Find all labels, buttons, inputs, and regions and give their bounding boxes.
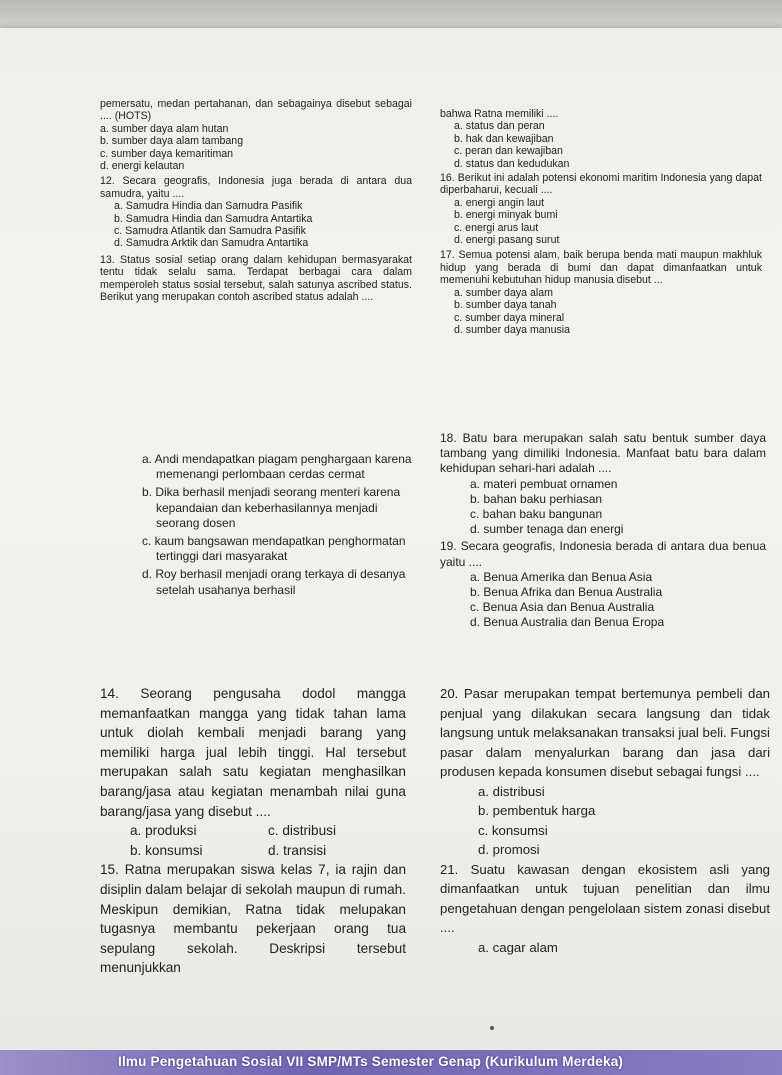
option[interactable]: a. produksi [130,823,197,839]
question-15-tail [440,108,762,170]
option[interactable]: b. sumber daya tanah [454,299,557,312]
question-text: 12. Secara geografis, Indonesia juga berada di antara dua samudra, yaitu .... [100,175,412,200]
option[interactable]: a. sumber daya alam hutan [100,122,229,135]
question-text: 18. Batu bara merupakan salah satu bentuk sumber daya tambang yang dimiliki Indonesia. Manfaat batu bara dalam kehidupan sehari-hari adalah .... [440,431,766,476]
question-text: pemersatu, medan pertahanan, dan sebagainya disebut sebagai .... (HOTS) [100,98,412,123]
option[interactable]: d. transisi [268,842,327,858]
question-17 [440,249,762,336]
question-text: 13. Status sosial setiap orang dalam kehidupan bermasyarakat tentu tidak selalu sama. Terdapat berbagai cara dalam memperoleh status sosial tersebut, salah satunya ascribed status. Berikut yang merupakan contoh ascribed status adalah .... [100,253,412,304]
options-list [470,477,766,538]
right-column-middle [440,431,766,631]
options-list [478,938,770,958]
option[interactable]: a. sumber daya alam [454,286,553,299]
question-text: 17. Semua potensi alam, baik berupa benda mati maupun makhluk hidup yang berada di bumi dan dapat dimanfaatkan untuk memenuhi kebutuhan hidup manusia disebut ... [440,249,762,287]
option[interactable]: d. Samudra Arktik dan Samudra Antartika [114,237,309,250]
options-list [454,120,762,170]
option[interactable]: d. Benua Australia dan Benua Eropa [470,615,665,630]
option[interactable]: d. promosi [478,842,540,857]
question-text: 19. Secara geografis, Indonesia berada di antara dua benua yaitu .... [440,539,766,569]
question-13 [100,254,412,304]
option[interactable]: c. konsumsi [478,822,548,838]
question-text: bahwa Ratna memiliki .... [440,108,559,120]
question-15 [100,860,406,978]
option[interactable]: c. distribusi [268,823,336,839]
question-21 [440,860,770,958]
option[interactable]: a. distribusi [478,783,545,799]
option[interactable]: d. Roy berhasil menjadi orang terkaya di desanya setelah usahanya berhasil [142,567,406,597]
option[interactable]: c. bahan baku bangunan [470,507,603,522]
option[interactable]: c. energi arus laut [454,221,539,234]
left-column-middle [100,452,412,598]
option[interactable]: a. Andi mendapatkan piagam penghargaan karena memenangi perlombaan cerdas cermat [142,452,412,482]
option[interactable]: b. energi minyak bumi [454,209,558,222]
option[interactable]: d. status dan kedudukan [454,157,570,170]
question-14 [100,684,406,860]
option[interactable]: c. sumber daya mineral [454,311,565,324]
options-list [454,197,762,247]
left-column-top [100,98,412,304]
option[interactable]: b. sumber daya alam tambang [100,135,244,148]
left-column-bottom [100,684,406,978]
option[interactable]: c. Benua Asia dan Benua Australia [470,600,655,615]
option[interactable]: a. energi angin laut [454,196,545,209]
question-text: 15. Ratna merupakan siswa kelas 7, ia rajin dan disiplin dalam belajar di sekolah maupun di rumah. Meskipun demikian, Ratna tidak melupakan tugasnya membantu pekerjaan orang tua sepulang sekolah. Deskripsi tersebut menunjukkan [100,862,406,976]
option[interactable]: b. Benua Afrika dan Benua Australia [470,585,663,600]
question-text: 14. Seorang pengusaha dodol mangga memanfaatkan mangga yang tidak tahan lama untuk diolah kembali menjadi barang yang memiliki harga jual lebih tinggi. Hal tersebut merupakan salah satu kegiatan menghasilkan barang/jasa atau kegiatan menambah nilai guna barang/jasa yang disebut .... [100,686,406,819]
option[interactable]: c. kaum bangsawan mendapatkan penghormatan tertinggi dari masyarakat [142,534,406,564]
options-list [454,287,762,337]
option[interactable]: a. Benua Amerika dan Benua Asia [470,569,653,584]
option[interactable]: d. energi pasang surut [454,234,560,247]
options-list [114,200,412,250]
options-list [478,782,770,860]
question-text: 16. Berikut ini adalah potensi ekonomi maritim Indonesia yang dapat diperbaharui, kecuali .... [440,172,762,197]
footer-title: Ilmu Pengetahuan Sosial VII SMP/MTs Semester Genap (Kurikulum Merdeka) [118,1054,624,1069]
option[interactable]: d. sumber tenaga dan energi [470,522,624,537]
option[interactable]: b. bahan baku perhiasan [470,491,603,506]
option[interactable]: b. pembentuk harga [478,803,596,818]
option[interactable]: a. Samudra Hindia dan Samudra Pasifik [114,200,303,213]
question-text: 20. Pasar merupakan tempat bertemunya pembeli dan penjual yang dilakukan secara langsung dan tidak langsung untuk melaksanakan transaksi jual beli. Fungsi pasar dalam menyalurkan barang dan jasa dari produsen kepada konsumen disebut sebagai fungsi .... [440,686,770,779]
question-20 [440,684,770,860]
option[interactable]: c. sumber daya kemaritiman [100,147,234,160]
option[interactable]: a. status dan peran [454,120,545,133]
option[interactable]: b. hak dan kewajiban [454,132,554,145]
question-16 [440,172,762,246]
option[interactable]: c. Samudra Atlantik dan Samudra Pasifik [114,225,306,238]
options-list [100,123,412,173]
option[interactable]: b. Dika berhasil menjadi seorang menteri karena kepandaian dan keberhasilannya menjadi seorang dosen [142,485,401,530]
footer-banner [0,1050,782,1075]
options-list [142,452,412,598]
question-12 [100,175,412,249]
option[interactable]: a. materi pembuat ornamen [470,476,618,491]
option[interactable]: b. konsumsi [130,842,203,858]
option[interactable]: a. cagar alam [478,939,558,955]
options-list [470,570,766,631]
option[interactable]: d. sumber daya manusia [454,323,571,336]
option[interactable]: d. energi kelautan [100,160,185,173]
option[interactable]: c. peran dan kewajiban [454,145,563,158]
options-grid [130,821,406,860]
option[interactable]: b. Samudra Hindia dan Samudra Antartika [114,212,313,225]
question-19 [440,539,766,630]
right-column-top [440,108,762,336]
right-column-bottom [440,684,770,957]
ink-dot [490,1026,494,1030]
question-11-tail [100,98,412,172]
question-text: 21. Suatu kawasan dengan ekosistem asli yang dimanfaatkan untuk tujuan penelitian dan ilmu pengetahuan dengan pengelolaan sistem zonasi disebut .... [440,861,770,935]
question-18 [440,431,766,537]
